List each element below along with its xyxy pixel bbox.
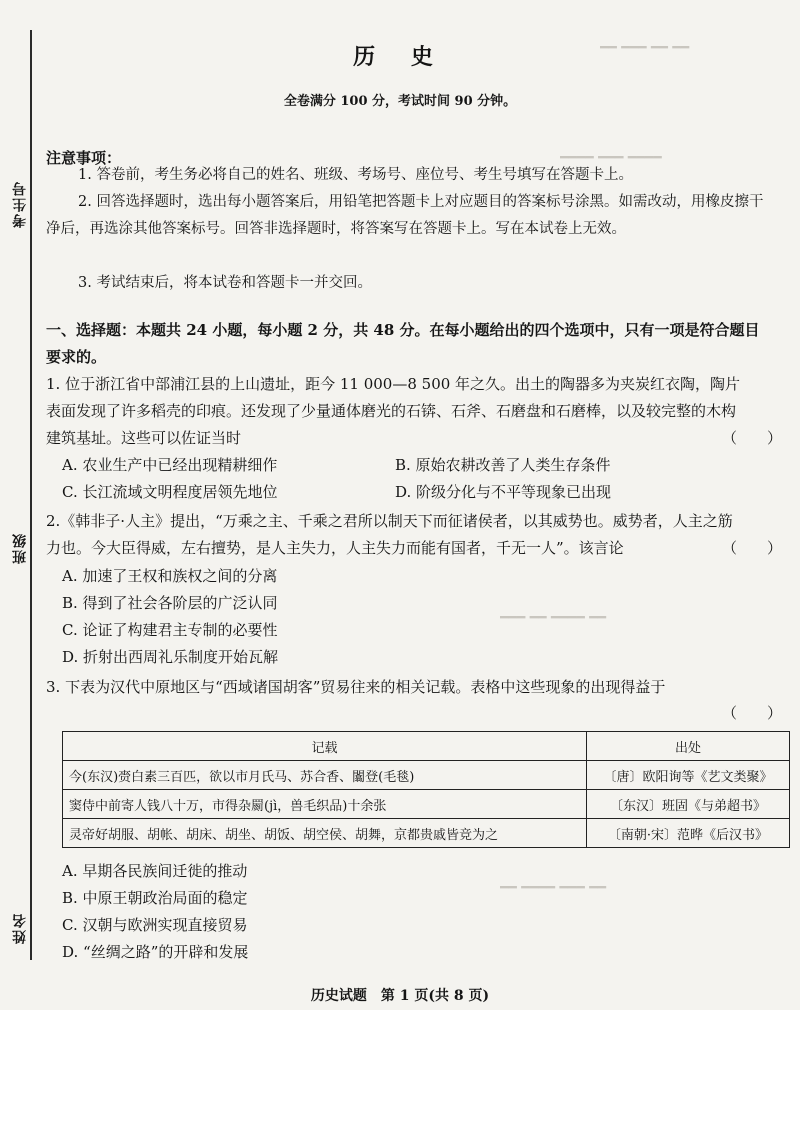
- notice-item: 2. 回答选择题时，选出每小题答案后，用铅笔把答题卡上对应题目的答案标号涂黑。如需改动，用橡皮擦干净后，再选涂其他答案标号。回答非选择题时，将答案写在答题卡上。写在本试卷上无效。: [46, 194, 764, 237]
- answer-bracket: （ ）: [722, 429, 783, 447]
- source-cell: 〔南朝·宋〕范晔《后汉书》: [587, 819, 790, 848]
- answer-bracket: （ ）: [722, 539, 783, 557]
- question-3-option-a: A. 早期各民族间迁徙的推动: [62, 862, 248, 880]
- notice-heading: 注意事项：: [46, 149, 122, 167]
- question-2-option-a: A. 加速了王权和族权之间的分离: [62, 567, 278, 585]
- show-through-text: ━━━━ ━━━ ━━━━: [560, 150, 662, 166]
- notice-item: 3. 考试结束后，将本试卷和答题卡一并交回。: [78, 275, 372, 291]
- table-header: 记载: [63, 732, 587, 761]
- show-through-text: ━━ ━━━━ ━━━ ━━: [500, 880, 607, 896]
- question-2-stem: 2.《韩非子·人主》提出，“万乘之主、千乘之君所以制天下而征诸侯者，以其威势也。威势者，人主之筋力也。今大臣得威，左右擅势，是人主失力，人主失力而能有国者，千无一人”。该言论: [46, 512, 733, 557]
- answer-bracket: （ ）: [722, 704, 783, 722]
- exam-number-label: 考生号: [12, 180, 28, 228]
- question-2-option-b: B. 得到了社会各阶层的广泛认同: [62, 594, 278, 612]
- notice-item: 1. 答卷前，考生务必将自己的姓名、班级、考场号、座位号、考生号填写在答题卡上。: [78, 167, 633, 183]
- page-title: 历 史: [353, 44, 447, 70]
- table-header-row: [63, 732, 790, 761]
- question-1-option-b: B. 原始农耕改善了人类生存条件: [395, 456, 611, 474]
- question-1-option-c: C. 长江流域文明程度居领先地位: [62, 483, 278, 501]
- binding-line: [30, 30, 32, 960]
- page-footer: 历史试题 第 1 页(共 8 页): [310, 988, 490, 1004]
- record-cell: 窦侍中前寄人钱八十万，市得杂罽(jì，兽毛织品)十余张: [63, 790, 587, 819]
- question-3-stem: 3. 下表为汉代中原地区与“西域诸国胡客”贸易往来的相关记载。表格中这些现象的出现得益于: [46, 678, 666, 696]
- exam-info: 全卷满分 100 分，考试时间 90 分钟。: [283, 94, 517, 109]
- name-label: 姓名: [12, 912, 28, 944]
- record-cell: 今(东汉)赍白素三百匹，欲以市月氏马、苏合香、闟登(毛毯): [63, 761, 587, 790]
- record-cell: 灵帝好胡服、胡帐、胡床、胡坐、胡饭、胡空侯、胡舞，京都贵戚皆竞为之: [63, 819, 587, 848]
- table-row: [63, 819, 790, 848]
- source-cell: 〔唐〕欧阳询等《艺文类聚》: [587, 761, 790, 790]
- question-3-option-c: C. 汉朝与欧洲实现直接贸易: [62, 916, 248, 934]
- question-1-stem: 1. 位于浙江省中部浦江县的上山遗址，距今 11 000—8 500 年之久。出土的陶器多为夹炭红衣陶，陶片表面发现了许多稻壳的印痕。还发现了少量通体磨光的石锛、石斧、石磨盘和石磨棒，以及较完整的木构建筑基址。这些可以佐证当时: [46, 375, 741, 447]
- question-2-option-c: C. 论证了构建君主专制的必要性: [62, 621, 278, 639]
- table-header: 出处: [587, 732, 790, 761]
- question-1-option-a: A. 农业生产中已经出现精耕细作: [62, 456, 278, 474]
- question-3-option-d: D. “丝绸之路”的开辟和发展: [62, 943, 249, 961]
- show-through-text: ━━ ━━━ ━━ ━━: [600, 40, 690, 56]
- trade-records-table: [62, 731, 790, 848]
- class-label: 班级: [12, 532, 28, 564]
- question-1-option-d: D. 阶级分化与不平等现象已出现: [395, 483, 612, 501]
- show-through-text: ━━━ ━━ ━━━━ ━━: [500, 610, 607, 626]
- table-row: [63, 790, 790, 819]
- question-3-option-b: B. 中原王朝政治局面的稳定: [62, 889, 248, 907]
- source-cell: 〔东汉〕班固《与弟超书》: [587, 790, 790, 819]
- question-2-option-d: D. 折射出西周礼乐制度开始瓦解: [62, 648, 279, 666]
- section-heading: 一、选择题：本题共 24 小题，每小题 2 分，共 48 分。在每小题给出的四个选项中，只有一项是符合题目要求的。: [46, 321, 760, 366]
- table-row: [63, 761, 790, 790]
